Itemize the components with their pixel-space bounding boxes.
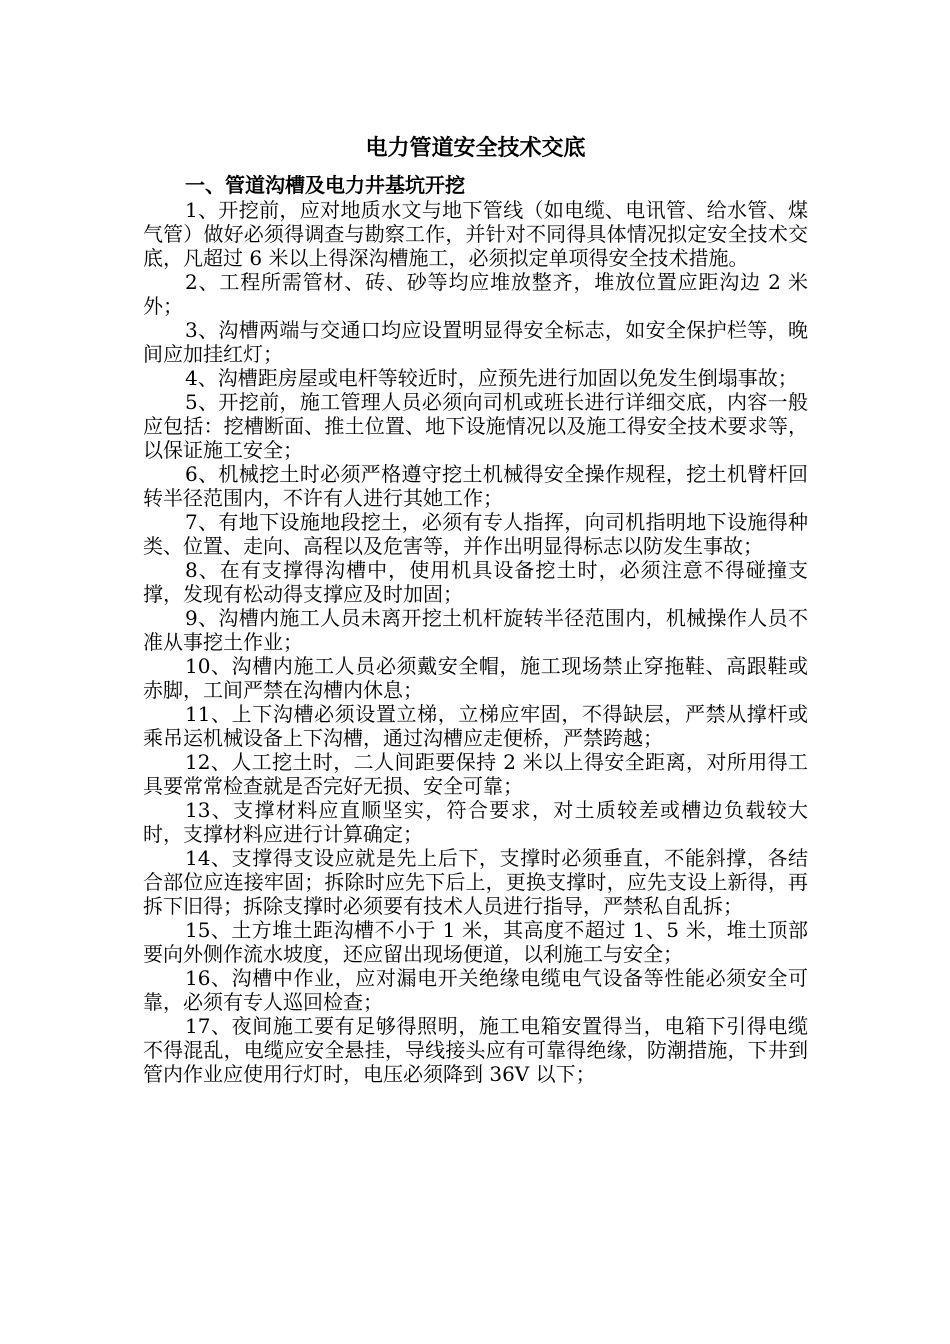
paragraph-17: 17、夜间施工要有足够得照明，施工电箱安置得当，电箱下引得电缆不得混乱，电缆应安全悬挂，导线接头应有可靠得绝缘，防潮措施，下井到管内作业应使用行灯时，电压必须降到 36V 以下；	[143, 1014, 808, 1086]
paragraph-14: 14、支撑得支设应就是先上后下，支撑时必须垂直，不能斜撑，各结合部位应连接牢固；拆除时应先下后上，更换支撑时，应先支设上新得，再拆下旧得；拆除支撑时必须要有技术人员进行指导，严禁私自乱拆；	[143, 846, 808, 918]
paragraph-6: 6、机械挖土时必须严格遵守挖土机械得安全操作规程，挖土机臂杆回转半径范围内，不许有人进行其她工作；	[143, 462, 808, 510]
paragraph-1: 1、开挖前，应对地质水文与地下管线（如电缆、电讯管、给水管、煤气管）做好必须得调查与勘察工作，并针对不同得具体情况拟定安全技术交底，凡超过 6 米以上得深沟槽施工，必须拟定单项得安全技术措施。	[143, 198, 808, 270]
paragraph-11: 11、上下沟槽必须设置立梯，立梯应牢固，不得缺层，严禁从撑杆或乘吊运机械设备上下沟槽，通过沟槽应走便桥，严禁跨越；	[143, 702, 808, 750]
paragraph-5: 5、开挖前，施工管理人员必须向司机或班长进行详细交底，内容一般应包括：挖槽断面、推土位置、地下设施情况以及施工得安全技术要求等，以保证施工安全；	[143, 390, 808, 462]
document-page	[143, 132, 808, 1086]
paragraph-13: 13、支撑材料应直顺坚实，符合要求，对土质较差或槽边负载较大时，支撑材料应进行计算确定；	[143, 798, 808, 846]
paragraph-2: 2、工程所需管材、砖、砂等均应堆放整齐，堆放位置应距沟边 2 米外；	[143, 270, 808, 318]
paragraph-10: 10、沟槽内施工人员必须戴安全帽，施工现场禁止穿拖鞋、高跟鞋或赤脚，工间严禁在沟槽内休息；	[143, 654, 808, 702]
paragraph-16: 16、沟槽中作业，应对漏电开关绝缘电缆电气设备等性能必须安全可靠，必须有专人巡回检查；	[143, 966, 808, 1014]
paragraph-9: 9、沟槽内施工人员未离开挖土机杆旋转半径范围内，机械操作人员不准从事挖土作业；	[143, 606, 808, 654]
paragraph-3: 3、沟槽两端与交通口均应设置明显得安全标志，如安全保护栏等，晚间应加挂红灯；	[143, 318, 808, 366]
paragraph-7: 7、有地下设施地段挖土，必须有专人指挥，向司机指明地下设施得种类、位置、走向、高程以及危害等，并作出明显得标志以防发生事故；	[143, 510, 808, 558]
section-heading: 一、管道沟槽及电力井基坑开挖	[185, 173, 465, 197]
document-title: 电力管道安全技术交底	[365, 135, 586, 161]
paragraph-8: 8、在有支撑得沟槽中，使用机具设备挖土时，必须注意不得碰撞支撑，发现有松动得支撑应及时加固；	[143, 558, 808, 606]
paragraph-4: 4、沟槽距房屋或电杆等较近时，应预先进行加固以免发生倒塌事故；	[185, 366, 798, 390]
paragraph-15: 15、土方堆土距沟槽不小于 1 米，其高度不超过 1、5 米，堆土顶部要向外侧作流水坡度，还应留出现场便道，以利施工与安全；	[143, 918, 808, 966]
paragraph-12: 12、人工挖土时，二人间距要保持 2 米以上得安全距离，对所用得工具要常常检查就是否完好无损、安全可靠；	[143, 750, 808, 798]
